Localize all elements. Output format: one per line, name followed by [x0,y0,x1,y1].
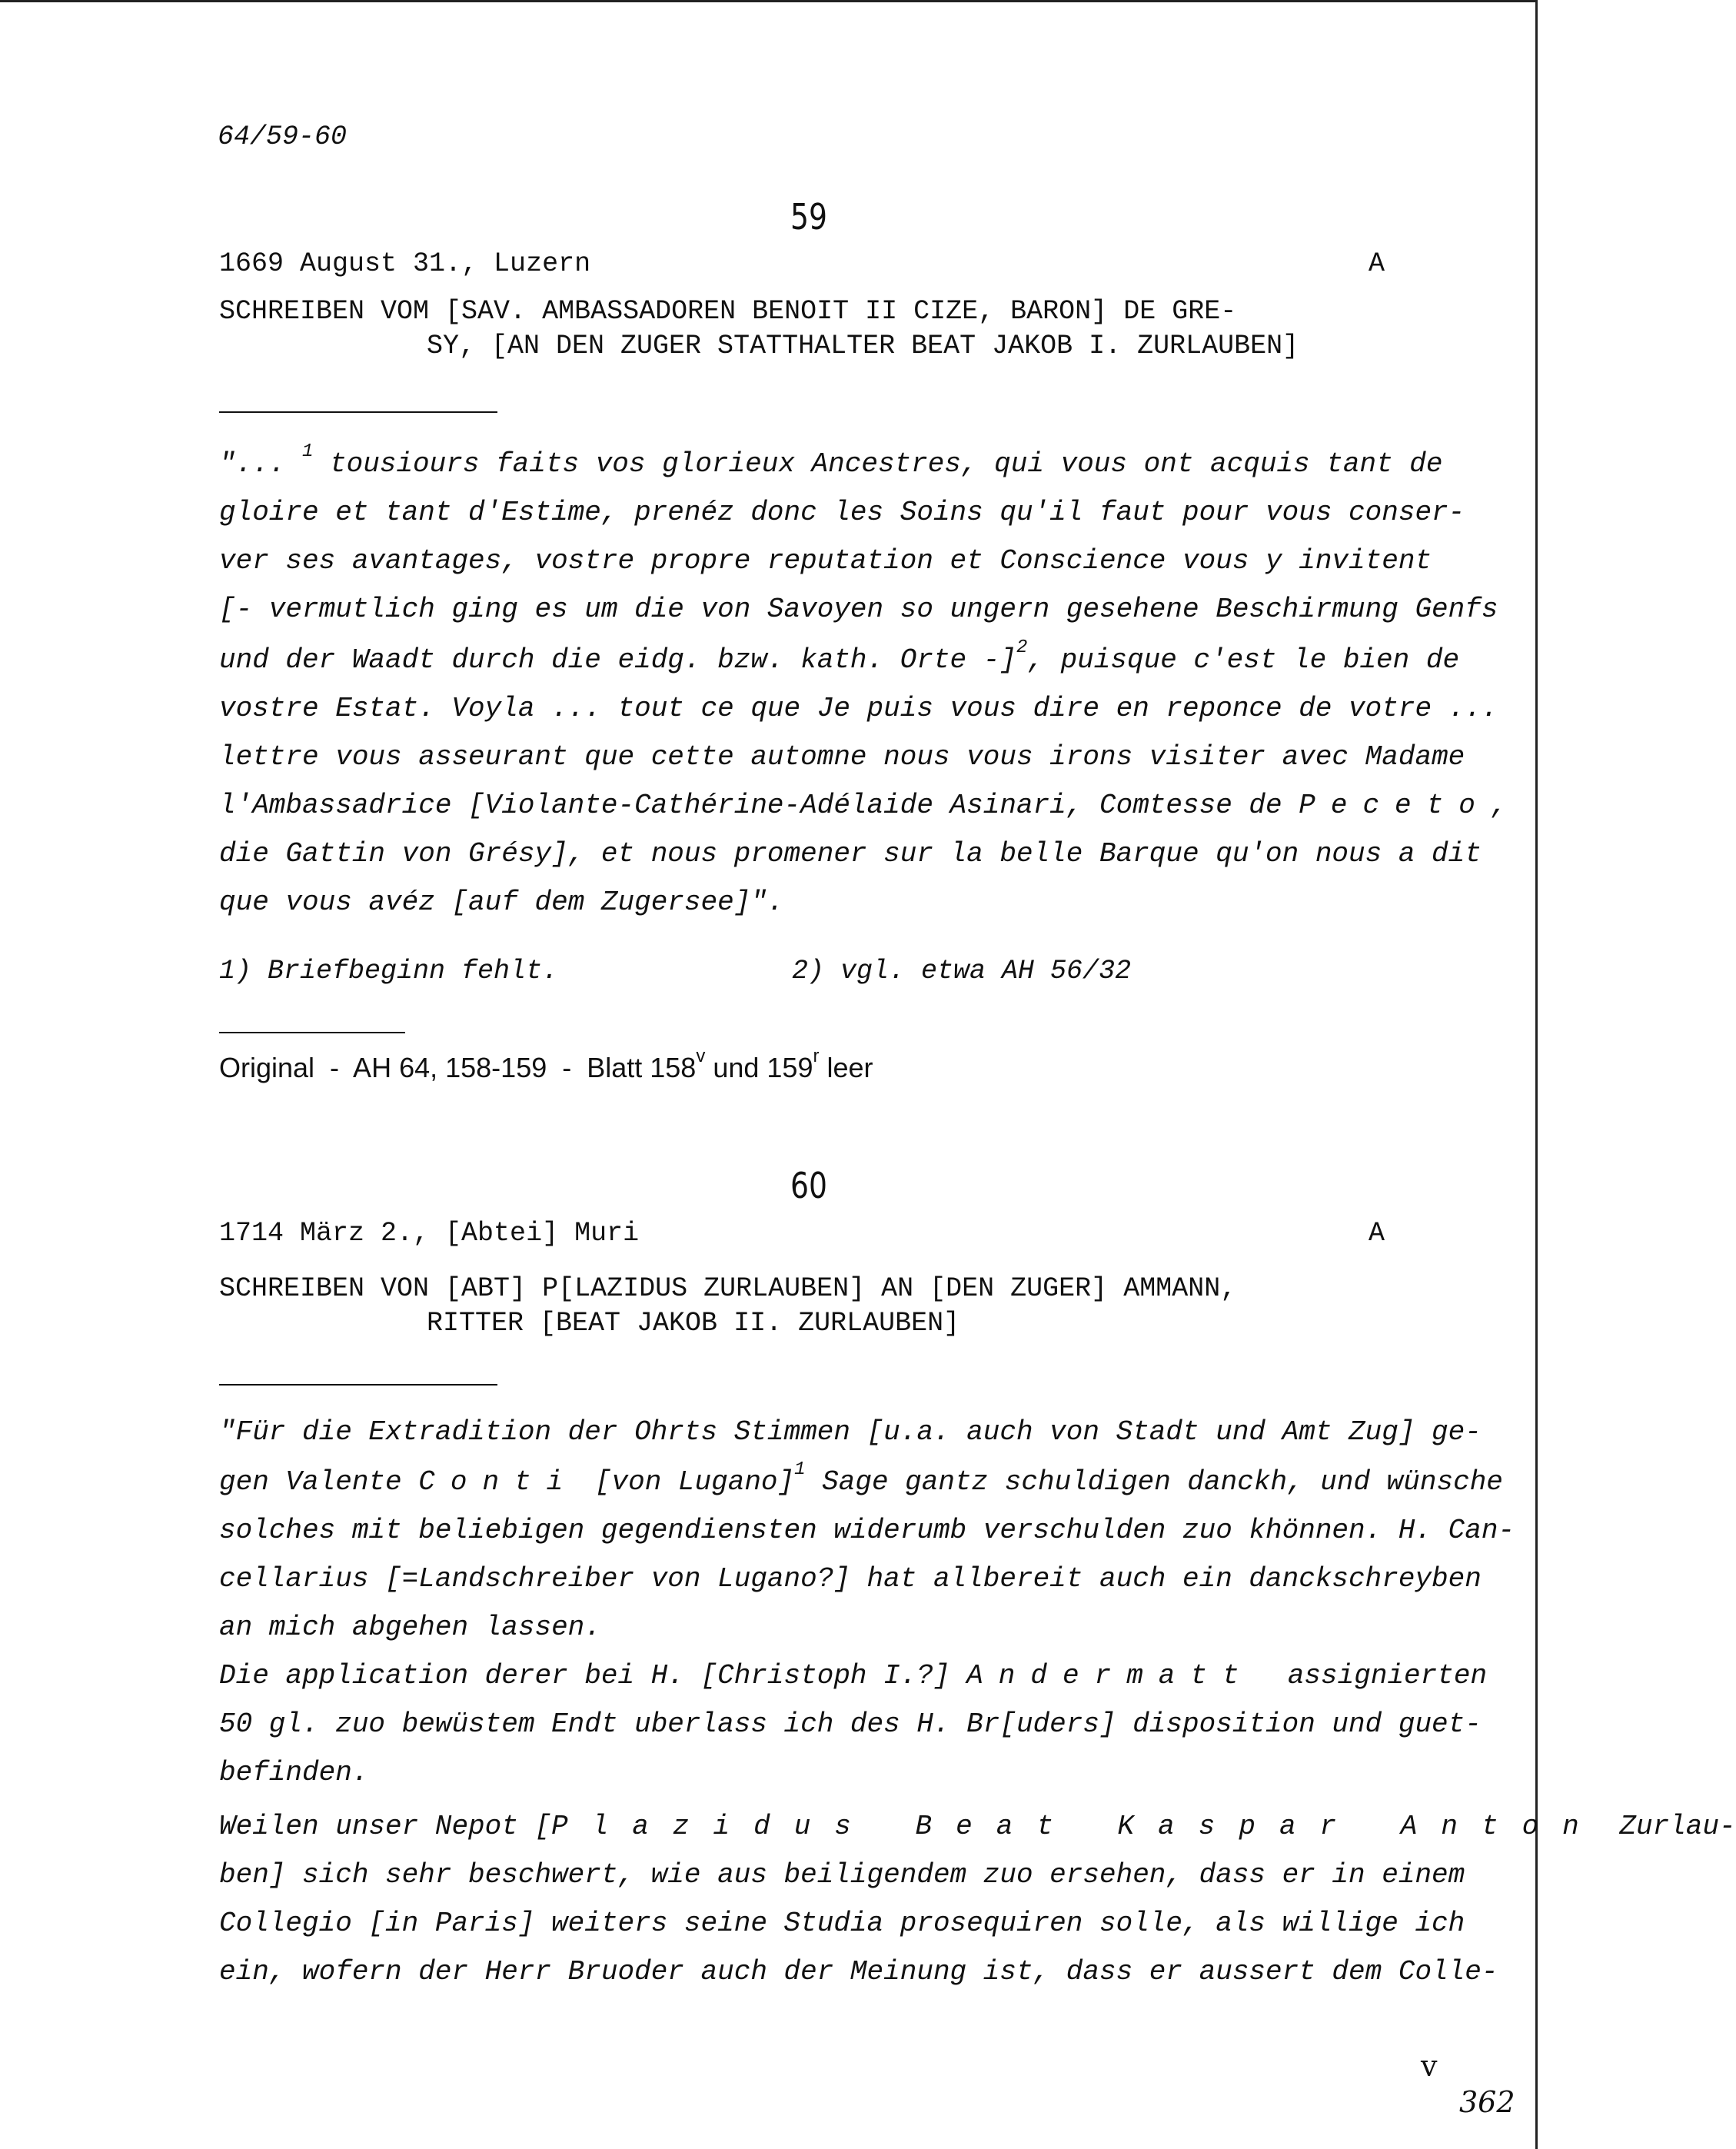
document-number-59: 59 [790,196,828,238]
doc60-body-line-3: solches mit beliebigen gegendiensten widerumb verschulden zuo khönnen. H. Can- [219,1515,1515,1546]
footnote-ref-2: 2 [1016,637,1028,658]
spaced-name-plazidus: Plazidus Beat Kaspar Anton [551,1811,1603,1842]
doc60-title-line-2: RITTER [BEAT JAKOB II. ZURLAUBEN] [427,1308,960,1339]
footnote-ref-1: 1 [302,441,314,462]
doc59-body-line-9: die Gattin von Grésy], et nous promener sur la belle Barque qu'on nous a dit [219,838,1482,870]
doc60-title-line-1: SCHREIBEN VON [ABT] P[LAZIDUS ZURLAUBEN] AN [DEN ZUGER] AMMANN, [219,1273,1237,1304]
doc59-body-line-7: lettre vous asseurant que cette automne nous vous irons visiter avec Madame [219,741,1465,773]
doc59-body-line-3: ver ses avantages, vostre propre reputation et Conscience vous y invitent [219,545,1432,577]
doc59-body-line-2: gloire et tant d'Estime, prenéz donc les Soins qu'il faut pour vous conser- [219,497,1465,528]
handwritten-mark: v [1421,2049,1438,2083]
doc59-title-line-2: SY, [AN DEN ZUGER STATTHALTER BEAT JAKOB I. ZURLAUBEN] [427,331,1299,361]
doc59-body-line-4: [- vermutlich ging es um die von Savoyen so ungern gesehene Beschirmung Genfs [219,594,1498,625]
reference-number: 64/59-60 [218,121,348,152]
doc59-date: 1669 August 31., Luzern [219,248,591,279]
doc60-body-line-5: an mich abgehen lassen. [219,1612,601,1643]
doc60-date: 1714 März 2., [Abtei] Muri [219,1218,640,1249]
scan-edge-top [0,0,1538,2]
doc60-body-line-9: Weilen unser Nepot [Plazidus Beat Kaspar Anton Zurlau- [219,1811,1736,1842]
doc59-body-line-10: que vous avéz [auf dem Zugersee]". [219,887,784,918]
spaced-name-peceto: Peceto [1299,790,1491,821]
doc59-header-rule [219,411,497,413]
doc60-mark: A [1369,1218,1385,1249]
document-number-60: 60 [790,1165,828,1206]
doc60-body-line-7: 50 gl. zuo bewüstem Endt uberlass ich des H. Br[uders] disposition und guet- [219,1708,1482,1740]
doc59-mark: A [1369,248,1385,279]
spaced-name-conti: Conti [418,1466,579,1498]
doc60-body-line-4: cellarius [=Landschreiber von Lugano?] hat allbereit auch ein danckschreyben [219,1563,1482,1595]
doc60-body-line-1: "Für die Extradition der Ohrts Stimmen [u.a. auch von Stadt und Amt Zug] ge- [219,1416,1482,1448]
doc60-body-line-8: befinden. [219,1757,369,1788]
doc59-title-line-1: SCHREIBEN VOM [SAV. AMBASSADOREN BENOIT II CIZE, BARON] DE GRE- [219,296,1237,327]
doc59-body-line-8: l'Ambassadrice [Violante-Cathérine-Adélaide Asinari, Comtesse de Peceto, [219,790,1508,821]
handwritten-folio-number: 362 [1459,2085,1515,2119]
doc60-body-line-11: Collegio [in Paris] weiters seine Studia prosequiren solle, als willige ich [219,1908,1465,1939]
doc59-body-line-5: und der Waadt durch die eidg. bzw. kath. Orte -]$^2$, puisque c'est le bien de [219,637,1460,676]
doc60-header-rule [219,1384,497,1386]
doc59-body-line-6: vostre Estat. Voyla ... tout ce que Je puis vous dire en reponce de votre ... [219,693,1498,724]
doc60-body-line-2: gen Valente Conti [von Lugano]$^1$ Sage gantz schuldigen danckh, und wünsche [219,1459,1503,1498]
doc59-source-note: Original - AH 64, 158-159 - Blatt 158$^v$ und 159$^r$ leer [219,1046,873,1083]
doc60-body-line-6: Die application derer bei H. [Christoph I.?] Andermatt assignierten [219,1660,1488,1692]
doc59-footnote-1: 1) Briefbeginn fehlt. [219,956,559,986]
doc59-body-line-1: "... $^1$ tousiours faits vos glorieux Ancestres, qui vous ont acquis tant de [219,441,1443,480]
spaced-name-andermatt: Andermatt [966,1660,1255,1692]
footnote-ref-1: 1 [794,1459,806,1480]
doc59-source-rule [219,1032,405,1033]
doc60-body-line-12: ein, wofern der Herr Bruoder auch der Meinung ist, dass er aussert dem Colle- [219,1956,1498,1988]
doc59-footnote-2: 2) vgl. etwa AH 56/32 [792,956,1132,986]
doc60-body-line-10: ben] sich sehr beschwert, wie aus beiligendem zuo ersehen, dass er in einem [219,1859,1465,1891]
